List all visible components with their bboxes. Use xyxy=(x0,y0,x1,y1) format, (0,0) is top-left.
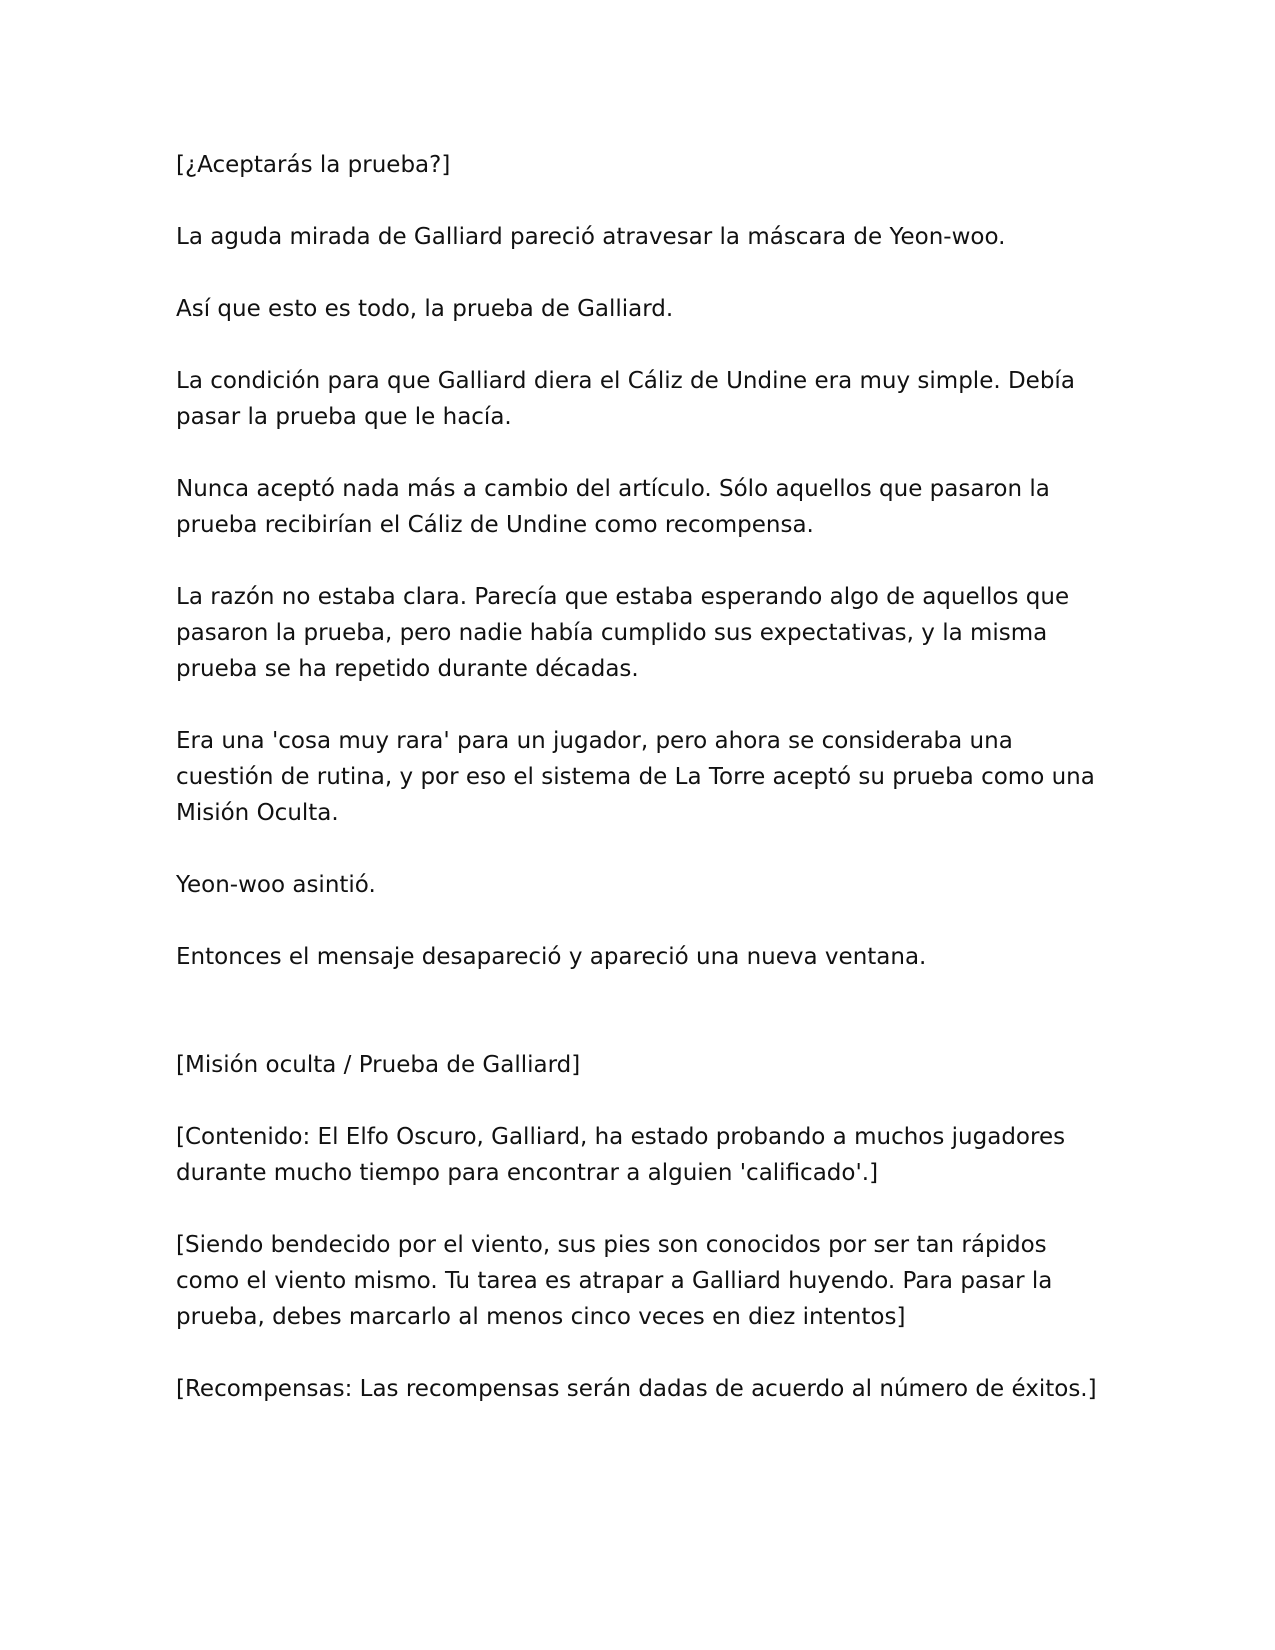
dialog-prompt: [¿Aceptarás la prueba?] xyxy=(176,152,451,178)
paragraph-line: prueba se ha repetido durante décadas. xyxy=(176,656,639,682)
quest-task-line: como el viento mismo. Tu tarea es atrapar a Galliard huyendo. Para pasar la xyxy=(176,1268,1053,1294)
paragraph-line: La razón no estaba clara. Parecía que estaba esperando algo de aquellos que xyxy=(176,584,1070,610)
paragraph-line: pasar la prueba que le hacía. xyxy=(176,404,512,430)
paragraph-line: La aguda mirada de Galliard pareció atravesar la máscara de Yeon-woo. xyxy=(176,224,1006,250)
paragraph-line: pasaron la prueba, pero nadie había cumplido sus expectativas, y la misma xyxy=(176,620,1048,646)
quest-title: [Misión oculta / Prueba de Galliard] xyxy=(176,1052,581,1078)
paragraph-line: Así que esto es todo, la prueba de Galliard. xyxy=(176,296,674,322)
paragraph-line: cuestión de rutina, y por eso el sistema de La Torre aceptó su prueba como una xyxy=(176,764,1095,790)
quest-content-line: durante mucho tiempo para encontrar a alguien 'calificado'.] xyxy=(176,1160,879,1186)
paragraph-line: prueba recibirían el Cáliz de Undine como recompensa. xyxy=(176,512,814,538)
quest-content-line: [Contenido: El Elfo Oscuro, Galliard, ha estado probando a muchos jugadores xyxy=(176,1124,1066,1150)
quest-task-line: [Siendo bendecido por el viento, sus pies son conocidos por ser tan rápidos xyxy=(176,1232,1047,1258)
paragraph-line: Nunca aceptó nada más a cambio del artículo. Sólo aquellos que pasaron la xyxy=(176,476,1050,502)
paragraph-line: Era una 'cosa muy rara' para un jugador, pero ahora se consideraba una xyxy=(176,728,1013,754)
paragraph-line: La condición para que Galliard diera el Cáliz de Undine era muy simple. Debía xyxy=(176,368,1075,394)
quest-rewards-line: [Recompensas: Las recompensas serán dadas de acuerdo al número de éxitos.] xyxy=(176,1376,1097,1402)
quest-task-line: prueba, debes marcarlo al menos cinco veces en diez intentos] xyxy=(176,1304,906,1330)
paragraph-line: Entonces el mensaje desapareció y apareció una nueva ventana. xyxy=(176,944,927,970)
paragraph-line: Yeon-woo asintió. xyxy=(176,872,376,898)
paragraph-line: Misión Oculta. xyxy=(176,800,339,826)
